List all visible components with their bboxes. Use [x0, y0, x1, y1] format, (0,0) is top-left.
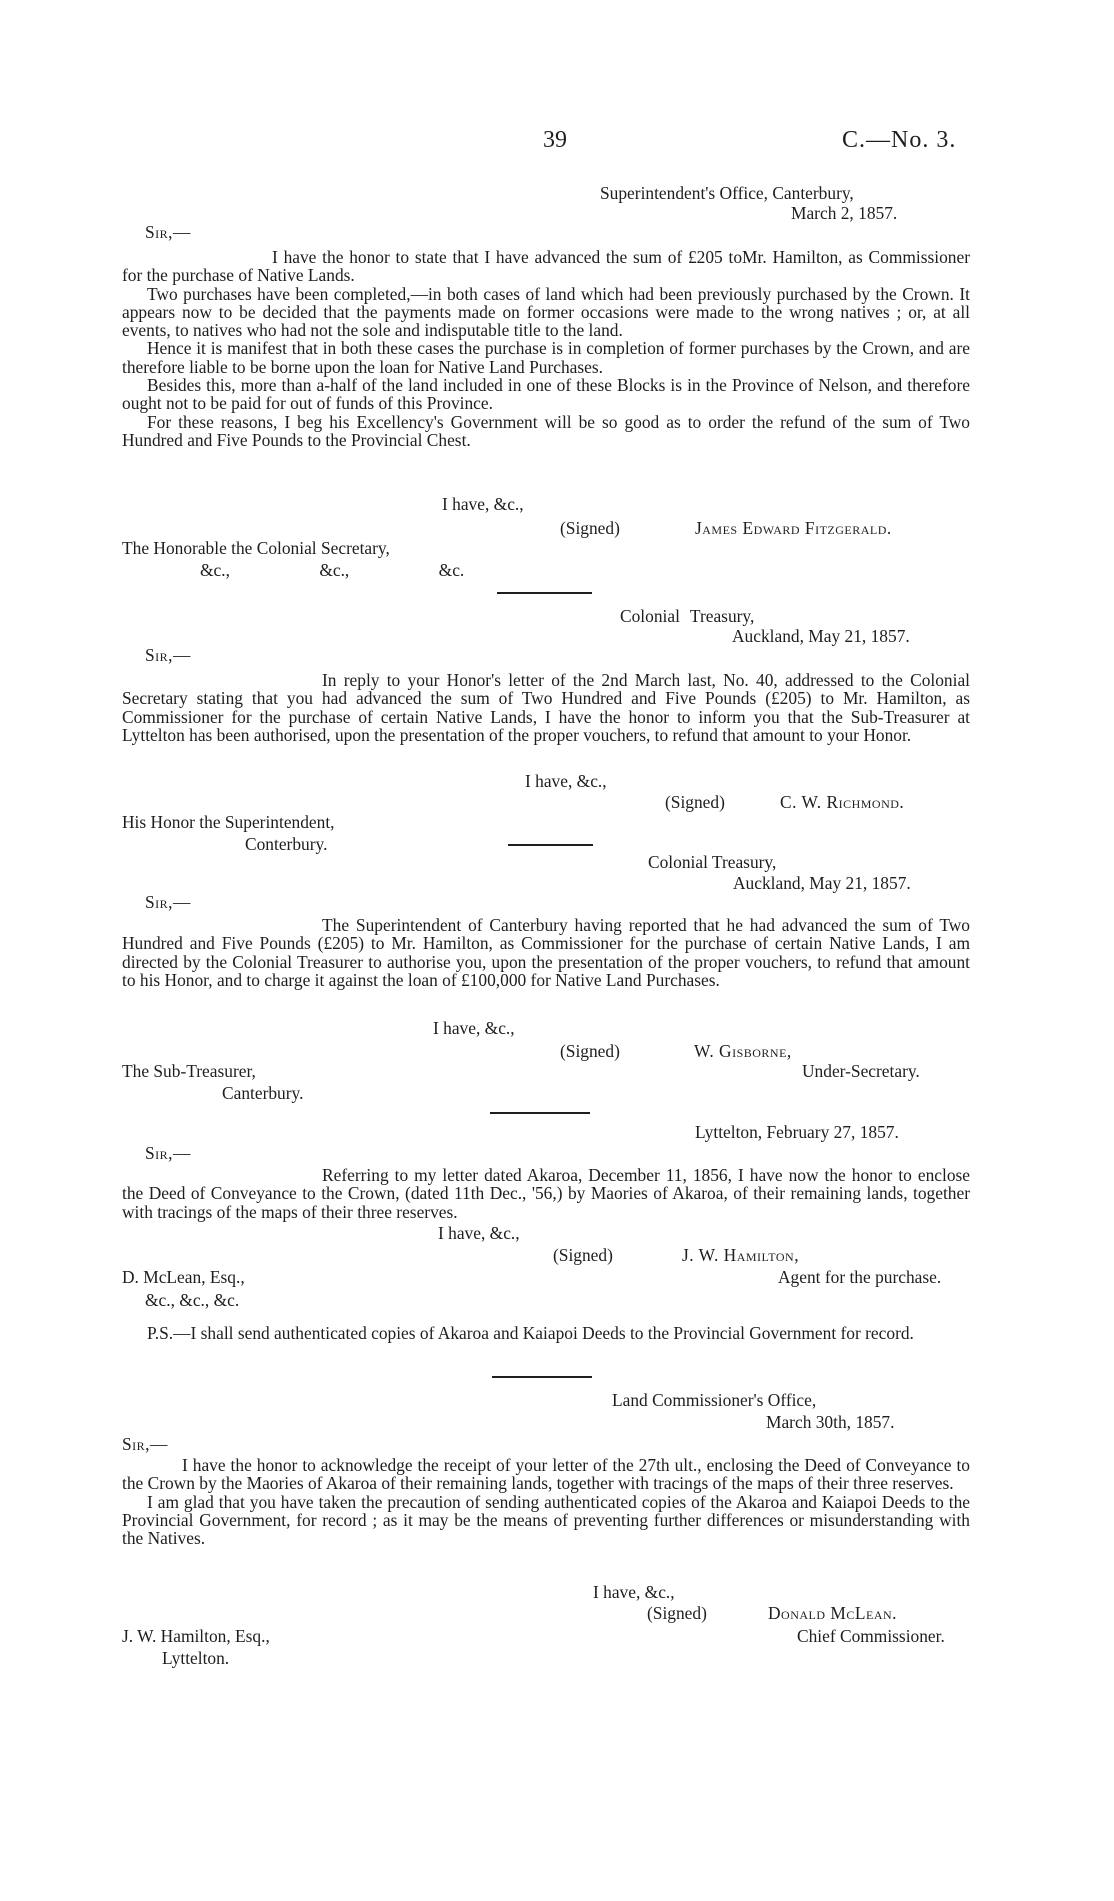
- letter5-signatory-title: Chief Commissioner.: [797, 1626, 945, 1646]
- letter1-paragraph: Besides this, more than a-half of the land included in one of these Blocks is in the Province of Nelson, and therefore ought not to be paid for out of funds of this Province.: [122, 375, 970, 414]
- letter1-salutation: Sir,—: [145, 222, 191, 242]
- letter4-signatory-title: Agent for the purchase.: [778, 1267, 942, 1287]
- letter2-body: [122, 671, 970, 744]
- letter5-body: [122, 1456, 970, 1547]
- letter5-paragraph: I have the honor to acknowledge the receipt of your letter of the 27th ult., enclosing the Deed of Conveyance to the Crown by the Maories of Akaroa of their remaining lands, together with tracings of the maps of their three reserves.: [122, 1455, 970, 1494]
- letter3-signatory: W. Gisborne,: [694, 1041, 792, 1061]
- letter5-signatory: Donald McLean.: [768, 1603, 898, 1623]
- letter2-date: Auckland, May 21, 1857.: [732, 626, 910, 646]
- letter3-date: Auckland, May 21, 1857.: [733, 873, 911, 893]
- letter2-closing: I have, &c.,: [525, 771, 607, 791]
- letter4-salutation: Sir,—: [145, 1143, 191, 1163]
- separator-rule: [490, 1112, 590, 1114]
- letter1-paragraph: I have the honor to state that I have advanced the sum of £205 toMr. Hamilton, as Commissioner for the purchase of Native Lands.: [122, 247, 970, 286]
- letter4-signed: (Signed): [553, 1245, 613, 1265]
- letter3-paragraph: The Superintendent of Canterbury having reported that he had advanced the sum of Two Hundred and Five Pounds (£205) to Mr. Hamilton, as Commissioner for the purchase of certain Native Lands, I am directed by the Colonial Treasurer to authorise you, upon the presentation of the proper vouchers, to refund that amount to his Honor, and to charge it against the loan of £100,000 for Native Land Purchases.: [122, 915, 970, 990]
- postscript-text: P.S.—I shall send authenticated copies of Akaroa and Kaiapoi Deeds to the Provincial Government for record.: [147, 1323, 914, 1343]
- letter1-signatory: James Edward Fitzgerald.: [695, 518, 892, 538]
- letter4-signatory: J. W. Hamilton,: [682, 1245, 800, 1265]
- letter3-signed: (Signed): [560, 1041, 620, 1061]
- letter2-place: Colonial Treasury,: [620, 606, 755, 626]
- letter1-signed: (Signed): [560, 518, 620, 538]
- letter4-date: Lyttelton, February 27, 1857.: [695, 1122, 899, 1142]
- letter4-postscript: [122, 1324, 970, 1342]
- letter1-paragraph: Hence it is manifest that in both these cases the purchase is in completion of former purchases by the Crown, and are therefore liable to be borne upon the loan for Native Land Purchases.: [122, 338, 970, 377]
- letter1-date: March 2, 1857.: [791, 203, 898, 223]
- letter1-place: Superintendent's Office, Canterbury,: [600, 183, 854, 203]
- letter3-place: Colonial Treasury,: [648, 852, 777, 872]
- letter2-signatory: C. W. Richmond.: [780, 792, 905, 812]
- letter4-body: [122, 1166, 970, 1221]
- letter5-place: Land Commissioner's Office,: [612, 1390, 817, 1410]
- letter4-closing: I have, &c.,: [438, 1223, 520, 1243]
- letter2-addressee-place: Conterbury.: [245, 834, 328, 854]
- letter5-paragraph: I am glad that you have taken the precaution of sending authenticated copies of the Akaroa and Kaiapoi Deeds to the Provincial Government, for record ; as it may be the means of preventing further differences or misunderstanding with the Natives.: [122, 1491, 970, 1549]
- letter1-addressee: The Honorable the Colonial Secretary,: [122, 538, 390, 558]
- document-reference: C.—No. 3.: [842, 127, 957, 153]
- letter5-closing: I have, &c.,: [593, 1582, 675, 1602]
- letter2-addressee: His Honor the Superintendent,: [122, 812, 335, 832]
- letter1-paragraph: For these reasons, I beg his Excellency's Government will be so good as to order the refund of the sum of Two Hundred and Five Pounds to the Provincial Chest.: [122, 411, 970, 450]
- letter2-signed: (Signed): [665, 792, 725, 812]
- letter1-addressee-etc: &c., &c., &c.: [200, 560, 465, 580]
- letter2-paragraph: In reply to your Honor's letter of the 2nd March last, No. 40, addressed to the Colonial Secretary stating that you had advanced the sum of Two Hundred and Five Pounds (£205) to Mr. Hamilton, as Commissioner for the purchase of certain Native Lands, I have the honor to inform you that the Sub-Treasurer at Lyttelton has been authorised, upon the presentation of the proper vouchers, to refund that amount to your Honor.: [122, 670, 970, 745]
- letter5-signed: (Signed): [647, 1603, 707, 1623]
- letter1-paragraph: Two purchases have been completed,—in both cases of land which had been previously purchased by the Crown. It appears now to be decided that the payments made on former occasions were made to the wrong natives ; or, at all events, to natives who had not the sole and indisputable title to the land.: [122, 283, 970, 341]
- letter5-date: March 30th, 1857.: [766, 1412, 895, 1432]
- letter4-addressee: D. McLean, Esq.,: [122, 1267, 245, 1287]
- letter2-salutation: Sir,—: [145, 645, 191, 665]
- letter3-addressee: The Sub-Treasurer,: [122, 1061, 256, 1081]
- separator-rule: [492, 1376, 592, 1378]
- letter3-addressee-place: Canterbury.: [222, 1083, 304, 1103]
- letter4-paragraph: Referring to my letter dated Akaroa, December 11, 1856, I have now the honor to enclose the Deed of Conveyance to the Crown, (dated 11th Dec., '56,) by Maories of Akaroa, of their remaining lands, together with tracings of the maps of their three reserves.: [122, 1165, 970, 1222]
- letter1-closing: I have, &c.,: [442, 494, 524, 514]
- letter5-salutation: Sir,—: [122, 1434, 168, 1454]
- letter3-signatory-title: Under-Secretary.: [802, 1061, 920, 1081]
- letter5-addressee: J. W. Hamilton, Esq.,: [122, 1626, 270, 1646]
- separator-rule: [508, 844, 593, 846]
- letter4-addressee-etc: &c., &c., &c.: [145, 1290, 240, 1310]
- page-number: 39: [543, 127, 567, 153]
- letter3-salutation: Sir,—: [145, 892, 191, 912]
- letter3-closing: I have, &c.,: [433, 1018, 515, 1038]
- letter5-addressee-place: Lyttelton.: [162, 1648, 230, 1668]
- separator-rule: [497, 592, 592, 594]
- letter1-body: [122, 248, 970, 449]
- letter3-body: [122, 916, 970, 989]
